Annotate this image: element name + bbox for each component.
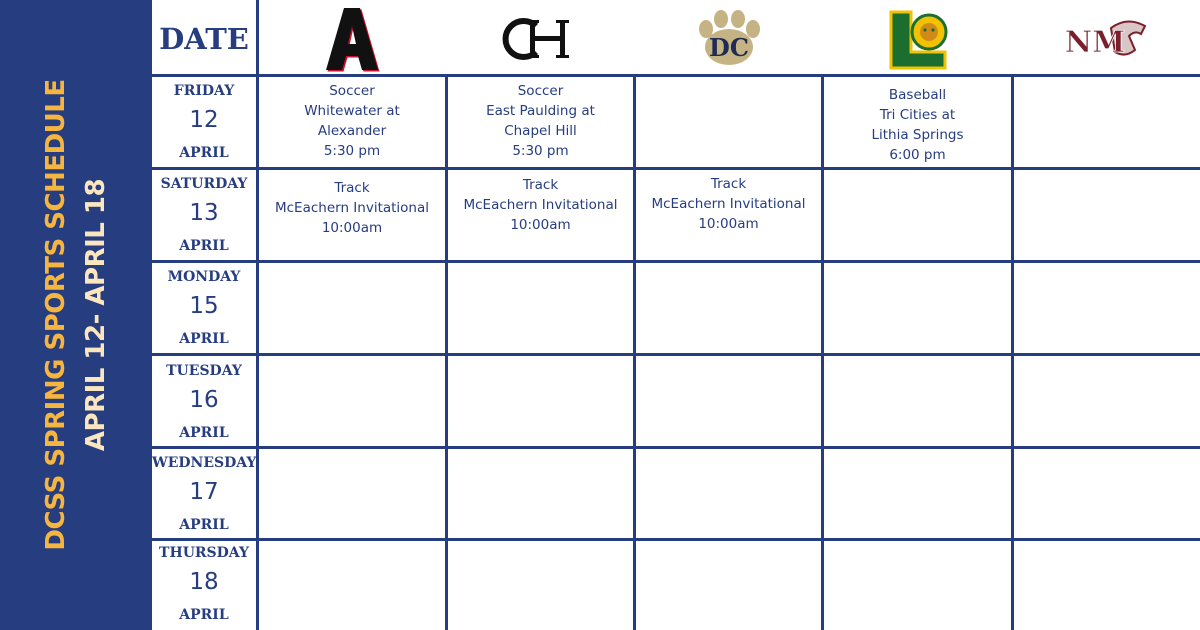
day-month: APRIL xyxy=(179,517,229,533)
event-matchup: McEachern Invitational xyxy=(463,197,618,213)
schedule-grid xyxy=(152,0,1200,630)
event-matchup: East Paulding at xyxy=(486,103,595,119)
school-logo-l xyxy=(824,0,1011,77)
event-location: Lithia Springs xyxy=(871,127,964,143)
day-date: 16 xyxy=(189,387,219,413)
letter-a-logo-icon xyxy=(322,4,382,74)
event-sport: Track xyxy=(522,177,559,193)
svg-text:DC: DC xyxy=(708,32,749,62)
day-date: 15 xyxy=(189,293,219,319)
event-time: 5:30 pm xyxy=(512,143,569,159)
schedule-title-line1: DCSS SPRING SPORTS SCHEDULE xyxy=(41,79,71,551)
day-month: APRIL xyxy=(179,331,229,347)
event-saturday-douglas-county xyxy=(636,174,821,234)
event-time: 10:00am xyxy=(321,220,383,236)
day-name: SATURDAY xyxy=(160,176,248,192)
day-cell-friday xyxy=(152,77,256,167)
day-month: APRIL xyxy=(179,425,229,441)
day-cell-thursday xyxy=(152,539,256,630)
event-sport: Track xyxy=(334,180,370,196)
day-name: WEDNESDAY xyxy=(152,455,257,471)
day-cell-saturday xyxy=(152,170,256,260)
day-month: APRIL xyxy=(179,145,229,161)
day-month: APRIL xyxy=(179,607,229,623)
event-sport: Soccer xyxy=(517,83,564,99)
day-date: 18 xyxy=(189,569,219,595)
school-logo-nm xyxy=(1014,0,1200,77)
event-friday-alexander xyxy=(259,81,445,161)
day-name: TUESDAY xyxy=(166,363,242,379)
schedule-title xyxy=(36,79,116,550)
event-saturday-chapel-hill xyxy=(448,175,633,235)
ch-monogram-logo-icon xyxy=(496,14,586,64)
event-time: 6:00 pm xyxy=(889,147,946,163)
day-date: 13 xyxy=(189,200,219,226)
svg-text:NM: NM xyxy=(1065,24,1126,60)
school-logo-a xyxy=(259,0,445,77)
nm-panther-logo-icon xyxy=(1065,14,1149,64)
school-logo-ch xyxy=(448,0,633,77)
event-time: 10:00am xyxy=(698,216,759,232)
grid-line xyxy=(152,538,1200,541)
day-cell-tuesday xyxy=(152,357,256,447)
day-date: 17 xyxy=(189,479,219,505)
event-friday-chapel-hill xyxy=(448,81,633,161)
event-matchup: Tri Cities at xyxy=(879,107,956,123)
grid-line xyxy=(152,353,1200,356)
school-logo-dc xyxy=(636,0,821,77)
event-matchup: Whitewater at xyxy=(304,103,400,119)
event-time: 10:00am xyxy=(510,217,571,233)
day-cell-monday xyxy=(152,263,256,353)
event-sport: Track xyxy=(710,176,747,192)
grid-line xyxy=(152,167,1200,170)
event-sport: Soccer xyxy=(329,83,375,99)
event-location: Alexander xyxy=(317,123,387,139)
schedule-title-line2: APRIL 12- APRIL 18 xyxy=(81,178,111,452)
event-saturday-alexander xyxy=(259,178,445,238)
day-cell-wednesday xyxy=(152,449,256,539)
day-month: APRIL xyxy=(179,238,229,254)
event-matchup: McEachern Invitational xyxy=(651,196,806,212)
date-column-header: DATE xyxy=(159,21,249,56)
day-name: FRIDAY xyxy=(173,83,235,99)
day-name: MONDAY xyxy=(167,269,241,285)
sidebar-banner xyxy=(0,0,152,630)
event-matchup: McEachern Invitational xyxy=(274,200,430,216)
grid-line xyxy=(152,446,1200,449)
event-location: Chapel Hill xyxy=(504,123,577,139)
dc-paw-logo-icon xyxy=(694,9,764,69)
event-friday-lithia-springs xyxy=(824,85,1011,165)
event-sport: Baseball xyxy=(888,87,947,103)
day-date: 12 xyxy=(189,107,219,133)
grid-line xyxy=(152,260,1200,263)
day-name: THURSDAY xyxy=(159,545,249,561)
lion-l-logo-icon xyxy=(885,6,951,72)
event-time: 5:30 pm xyxy=(323,143,381,159)
